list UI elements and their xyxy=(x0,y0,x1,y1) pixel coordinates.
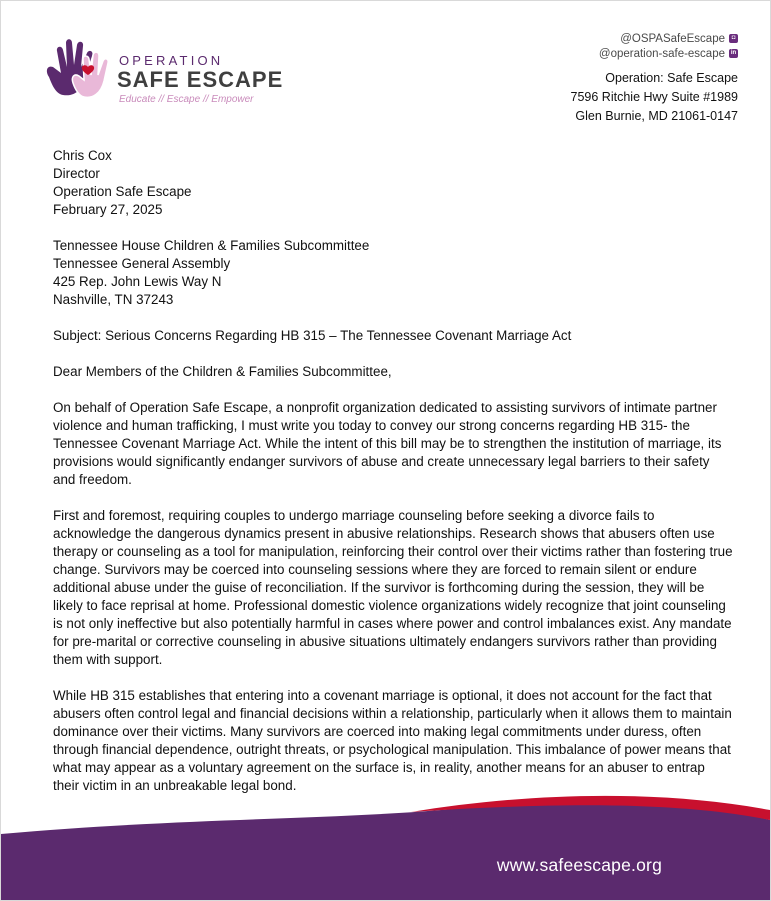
address-street: 7596 Ritchie Hwy Suite #1989 xyxy=(570,90,738,104)
logo xyxy=(43,37,303,107)
social-line-1 xyxy=(599,31,738,46)
sender-org: Operation Safe Escape xyxy=(53,184,192,199)
recipient-line-3: 425 Rep. John Lewis Way N xyxy=(53,274,222,289)
sender-title: Director xyxy=(53,166,100,181)
logo-tagline: Educate // Escape // Empower xyxy=(119,94,254,105)
sender-name: Chris Cox xyxy=(53,148,112,163)
website-link[interactable]: www.safeescape.org xyxy=(496,855,662,875)
org-address xyxy=(571,69,738,126)
subject-line: Subject: Serious Concerns Regarding HB 315 – The Tennessee Covenant Marriage Act xyxy=(53,328,572,343)
paragraph-3: While HB 315 establishes that entering into a covenant marriage is optional, it does not account for the fact that abusers often control legal and financial decisions within a relationship, particularly when it allows them to maintain dominance over their victims. Many survivors are coerced into making legal commitments under duress, often through financial dependence, outright threats, or psychological manipulation. This imbalance of power means that what may appear as a voluntary agreement on the surface is, in reality, another means for an abuser to entrap their victim in an unbreakable legal bond. xyxy=(53,688,732,793)
logo-main-word: SAFE ESCAPE xyxy=(117,67,284,92)
paragraph-1: On behalf of Operation Safe Escape, a nonprofit organization dedicated to assisting survivors of intimate partner violence and human trafficking, I must write you today to convey our strong concerns regarding HB 315- the Tennessee Covenant Marriage Act. While the intent of this bill may be to strengthen the institution of marriage, its provisions would significantly endanger survivors of abuse and create unnecessary legal barriers to their safety and freedom. xyxy=(53,400,722,487)
salutation: Dear Members of the Children & Families Subcommittee, xyxy=(53,364,392,379)
paragraph-2: First and foremost, requiring couples to undergo marriage counseling before seeking a divorce fails to acknowledge the dangerous dynamics present in abusive relationships. Research shows that abusers often use therapy or counseling as a tool for manipulation, reinforcing their control over their victims rather than fostering true change. Survivors may be coerced into counseling sessions where they are forced to remain silent or endure additional abuse under the guise of reconciliation. If the survivor is forthcoming during the session, they will be likely to face reprisal at home. Professional domestic violence organizations widely recognize that joint counseling is not only ineffective but also potentially harmful in cases where power and control imbalances exist. Any mandate for pre-marital or corrective counseling in abusive situations ultimately endangers survivors rather than providing them with support. xyxy=(53,508,733,667)
recipient-line-1: Tennessee House Children & Families Subcommittee xyxy=(53,238,370,253)
social-line-2 xyxy=(599,46,738,61)
logo-top-word: OPERATION xyxy=(119,53,224,68)
linkedin-icon: in xyxy=(730,50,737,56)
recipient-line-2: Tennessee General Assembly xyxy=(53,256,231,271)
footer-wave xyxy=(1,790,770,900)
social-handles xyxy=(599,31,738,61)
letter-date: February 27, 2025 xyxy=(53,202,163,217)
instagram-icon: ◘ xyxy=(729,34,738,43)
hands-heart-icon xyxy=(43,37,115,103)
recipient-line-4: Nashville, TN 37243 xyxy=(53,292,174,307)
letter-body xyxy=(53,147,733,795)
address-org: Operation: Safe Escape xyxy=(605,71,738,85)
social-handle-2[interactable]: @operation-safe-escape xyxy=(598,47,725,60)
footer xyxy=(1,790,770,900)
social-handle-1[interactable]: @OSPASafeEscape xyxy=(620,32,725,45)
address-city: Glen Burnie, MD 21061-0147 xyxy=(575,109,738,123)
